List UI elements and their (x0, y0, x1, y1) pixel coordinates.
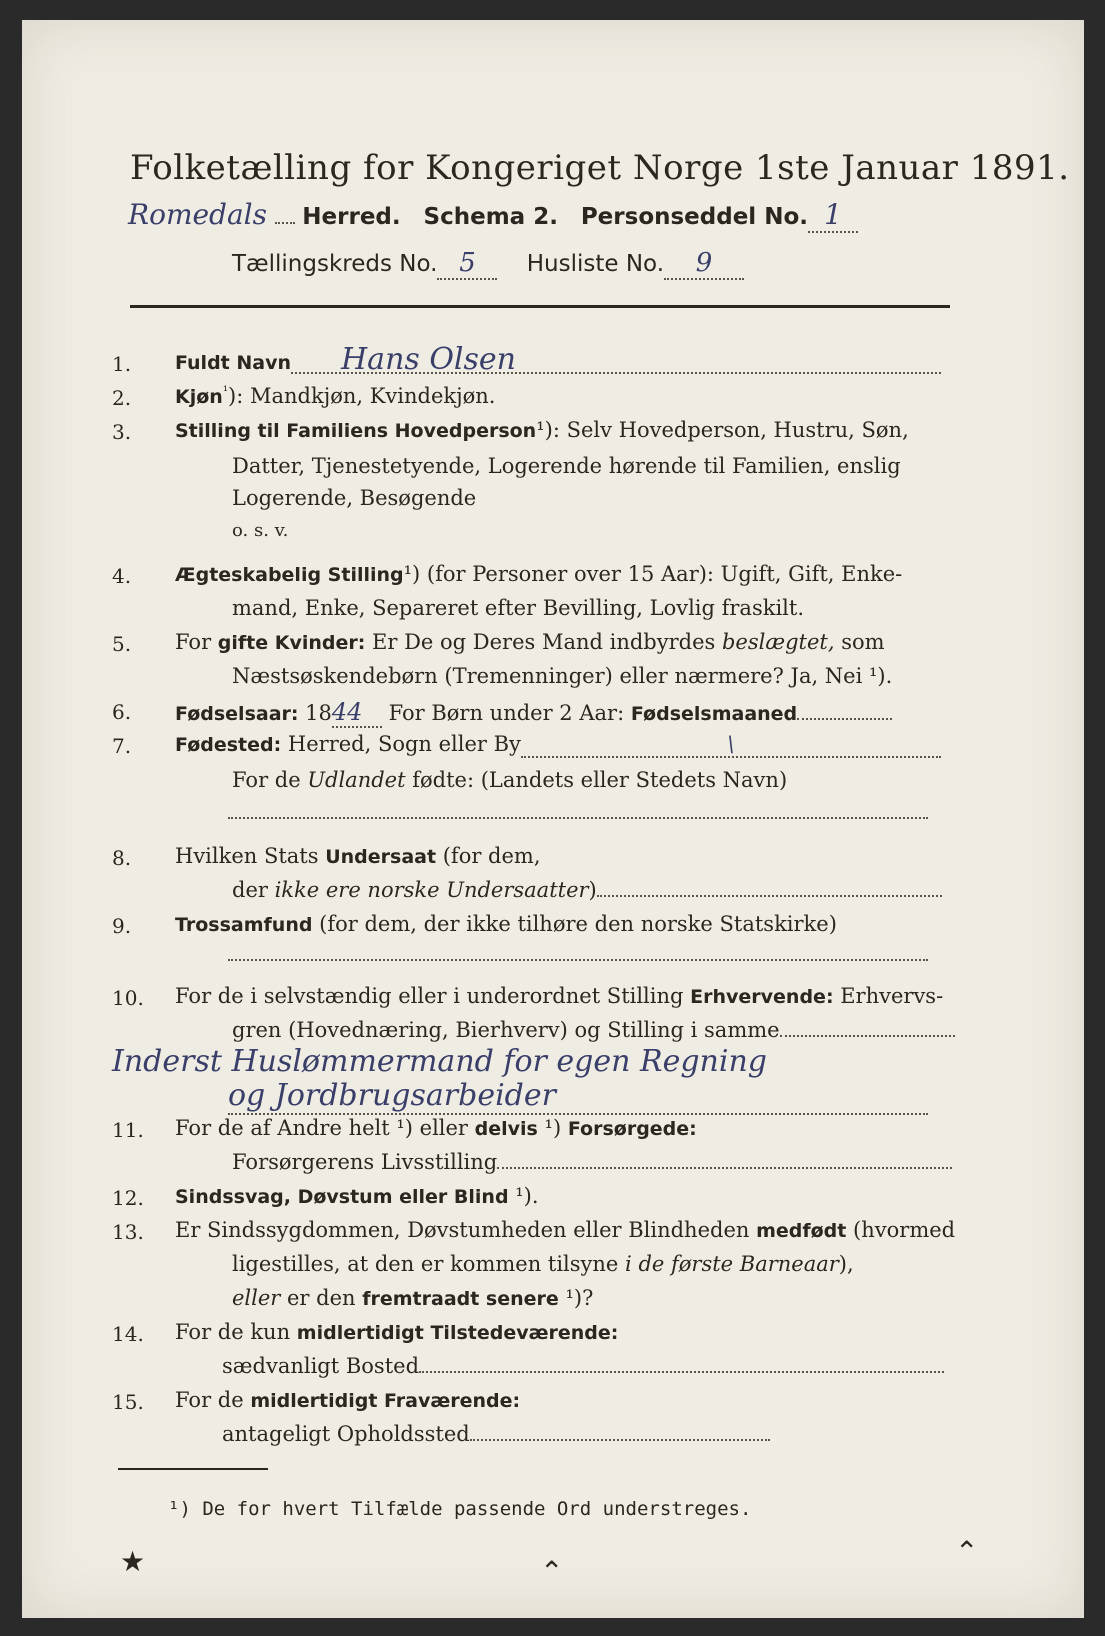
item-number-10: 10. (112, 986, 144, 1010)
q4-line-1 (175, 562, 902, 586)
q5-line-1 (175, 630, 885, 654)
q15-label: midlertidigt Fraværende: (250, 1390, 521, 1412)
kreds-label: Tællingskreds No. (232, 251, 438, 277)
q2-options: ): Mandkjøn, Kvindekjøn. (228, 384, 496, 408)
footnote-rule (118, 1468, 268, 1470)
q6-text: For Børn under 2 Aar: (381, 701, 631, 725)
q2-line (175, 384, 495, 408)
q6-line (175, 698, 892, 728)
q10-line-2 (232, 1018, 955, 1042)
personseddel-number: 1 (808, 198, 858, 233)
q7-line-3 (228, 800, 928, 824)
q5-text: som (834, 630, 885, 654)
q10-text: Erhvervs- (833, 984, 944, 1008)
q10-text: gren (Hovednæring, Bierhverv) og Stilling i samme (232, 1018, 780, 1042)
personseddel-label: Personseddel No. (580, 204, 808, 230)
herred-name-handwritten: Romedals (128, 198, 268, 231)
q7-italic: Udlandet (307, 768, 406, 792)
item-number-7: 7. (112, 734, 132, 758)
q8-text: (for dem, (436, 844, 541, 868)
q15-text: antageligt Opholdssted (222, 1422, 470, 1446)
husliste-number: 9 (664, 248, 744, 280)
q15-line-2 (222, 1422, 770, 1446)
q11-line-2 (232, 1150, 952, 1174)
q14-text: For de kun (175, 1320, 297, 1344)
q10-text: For de i selvstændig eller i underordnet Stilling (175, 984, 691, 1008)
q3-line-1 (175, 418, 909, 442)
q13-text: Er Sindssygdommen, Døvstumheden eller Blindheden (175, 1218, 757, 1242)
corner-mark-center: ⌃ (540, 1555, 564, 1588)
item-number-4: 4. (112, 564, 132, 588)
q7-text: For de (232, 768, 308, 792)
kreds-number: 5 (437, 248, 497, 280)
q12-text: ¹). (508, 1184, 539, 1208)
q7-line-2 (232, 768, 787, 792)
q6-label: Fødselsaar: (175, 703, 299, 725)
dotted-fill (419, 1371, 944, 1373)
footnote-text: ¹) De for hvert Tilfælde passende Ord understreges. (168, 1498, 752, 1520)
q14-text: sædvanligt Bosted (222, 1354, 420, 1378)
herred-label: Herred. (302, 204, 401, 230)
dotted-fill (275, 222, 295, 224)
dotted-fill (797, 718, 892, 720)
q3-options-2: Datter, Tjenestetyende, Logerende hørende til Familien, enslig (232, 454, 901, 478)
q15-text: For de (175, 1388, 251, 1412)
q9-label: Trossamfund (175, 914, 313, 936)
q14-line-1 (175, 1320, 618, 1344)
full-name-handwritten: Hans Olsen (291, 348, 941, 374)
birth-year-prefix: 18 (298, 701, 332, 725)
item-number-12: 12. (112, 1186, 144, 1210)
q8-line-2 (232, 878, 942, 902)
form-title: Folketælling for Kongeriget Norge 1ste Januar 1891. (130, 148, 1070, 188)
q15-line-1 (175, 1388, 520, 1412)
q8-text: Hvilken Stats (175, 844, 326, 868)
dotted-fill (470, 1439, 770, 1441)
q13-text: ¹)? (558, 1286, 594, 1310)
q5-label: gifte Kvinder: (217, 632, 366, 654)
dotted-fill (228, 949, 928, 961)
schema-label: Schema 2. (423, 204, 558, 230)
q8-line-1 (175, 844, 541, 868)
q1-line (175, 342, 941, 377)
q10-label: Erhvervende: (690, 986, 834, 1008)
corner-mark-right: ⌃ (955, 1535, 979, 1568)
kreds-line (232, 248, 744, 280)
dotted-fill (597, 895, 942, 897)
q4-options-1: ¹) (for Personer over 15 Aar): Ugift, Gift, Enke- (403, 562, 903, 586)
dotted-fill (497, 1167, 952, 1169)
item-number-5: 5. (112, 632, 132, 656)
q13-label-3: fremtraadt senere (362, 1288, 559, 1310)
q5-text: For (175, 630, 218, 654)
q9-text: (for dem, der ikke tilhøre den norske Statskirke) (312, 912, 837, 936)
q5-text: Er De og Deres Mand indbyrdes (365, 630, 722, 654)
q5-options-2: Næstsøskendebørn (Tremenninger) eller nærmere? Ja, Nei ¹). (232, 664, 893, 688)
q14-label: midlertidigt Tilstedeværende: (296, 1322, 619, 1344)
dotted-fill (228, 807, 928, 819)
occupation-handwritten-1: Inderst Huslømmermand for egen Regning (112, 1044, 767, 1079)
q8-italic: ikke ere norske Undersaatter (274, 878, 589, 902)
corner-mark-left: ★ (120, 1545, 146, 1578)
q11-label-2: Forsørgede: (567, 1118, 697, 1140)
footnote-mark: ¹ (222, 384, 229, 399)
item-number-13: 13. (112, 1220, 144, 1244)
q13-line-3 (232, 1286, 593, 1310)
q11-text: Forsørgerens Livsstilling (232, 1150, 498, 1174)
q4-label: Ægteskabelig Stilling (175, 564, 404, 586)
q13-label: medfødt (756, 1220, 847, 1242)
item-number-8: 8. (112, 846, 132, 870)
birthplace-mark: \ (521, 732, 941, 758)
item-number-9: 9. (112, 914, 132, 938)
q13-italic: eller (232, 1286, 281, 1310)
q10-line-1 (175, 984, 943, 1008)
q7-label: Fødested: (175, 734, 282, 756)
q13-text: er den (280, 1286, 363, 1310)
q9-line-2 (228, 942, 928, 966)
q12-line (175, 1184, 539, 1208)
item-number-11: 11. (112, 1118, 144, 1142)
item-number-1: 1. (112, 352, 132, 376)
q9-line-1 (175, 912, 837, 936)
item-number-6: 6. (112, 700, 132, 724)
q8-label: Undersaat (325, 846, 437, 868)
item-number-14: 14. (112, 1322, 144, 1346)
occupation-handwritten-2: og Jordbrugsarbeider (228, 1078, 928, 1115)
q7-text: fødte: (Landets eller Stedets Navn) (405, 768, 788, 792)
q13-italic: i de første Barneaar (625, 1252, 839, 1276)
q14-line-2 (222, 1354, 944, 1378)
q1-label: Fuldt Navn (175, 352, 292, 374)
q4-options-2: mand, Enke, Separeret efter Bevilling, Lovlig fraskilt. (232, 596, 805, 620)
q10-line-4 (228, 1078, 928, 1115)
q7-text: Herred, Sogn eller By (281, 732, 521, 756)
q3-options-4: o. s. v. (232, 520, 289, 541)
herred-line (128, 198, 858, 233)
q13-text: (hvormed (846, 1218, 956, 1242)
q8-text: ) (588, 878, 597, 902)
q12-label: Sindssvag, Døvstum eller Blind (175, 1186, 509, 1208)
header-rule (130, 305, 950, 308)
q11-text: ¹) (537, 1116, 568, 1140)
item-number-3: 3. (112, 420, 132, 444)
q11-text: For de af Andre helt ¹) eller (175, 1116, 475, 1140)
q5-italic: beslægtet, (721, 630, 835, 654)
q6-label-2: Fødselsmaaned (630, 703, 798, 725)
item-number-2: 2. (112, 386, 132, 410)
q13-line-1 (175, 1218, 955, 1242)
q13-text: ligestilles, at den er kommen tilsyne (232, 1252, 626, 1276)
q3-options-3: Logerende, Besøgende (232, 486, 477, 510)
item-number-15: 15. (112, 1390, 144, 1414)
q11-label: delvis (474, 1118, 538, 1140)
q13-line-2 (232, 1252, 854, 1276)
dotted-fill (780, 1035, 955, 1037)
q13-text: ), (838, 1252, 854, 1276)
q3-label: Stilling til Familiens Hovedperson (175, 420, 537, 442)
q2-label: Kjøn (175, 386, 223, 408)
q7-line-1 (175, 732, 941, 758)
birth-year-handwritten: 44 (332, 698, 382, 728)
q3-options-1: ¹): Selv Hovedperson, Hustru, Søn, (536, 418, 909, 442)
husliste-label: Husliste No. (526, 251, 664, 277)
q8-text: der (232, 878, 275, 902)
q11-line-1 (175, 1116, 697, 1140)
